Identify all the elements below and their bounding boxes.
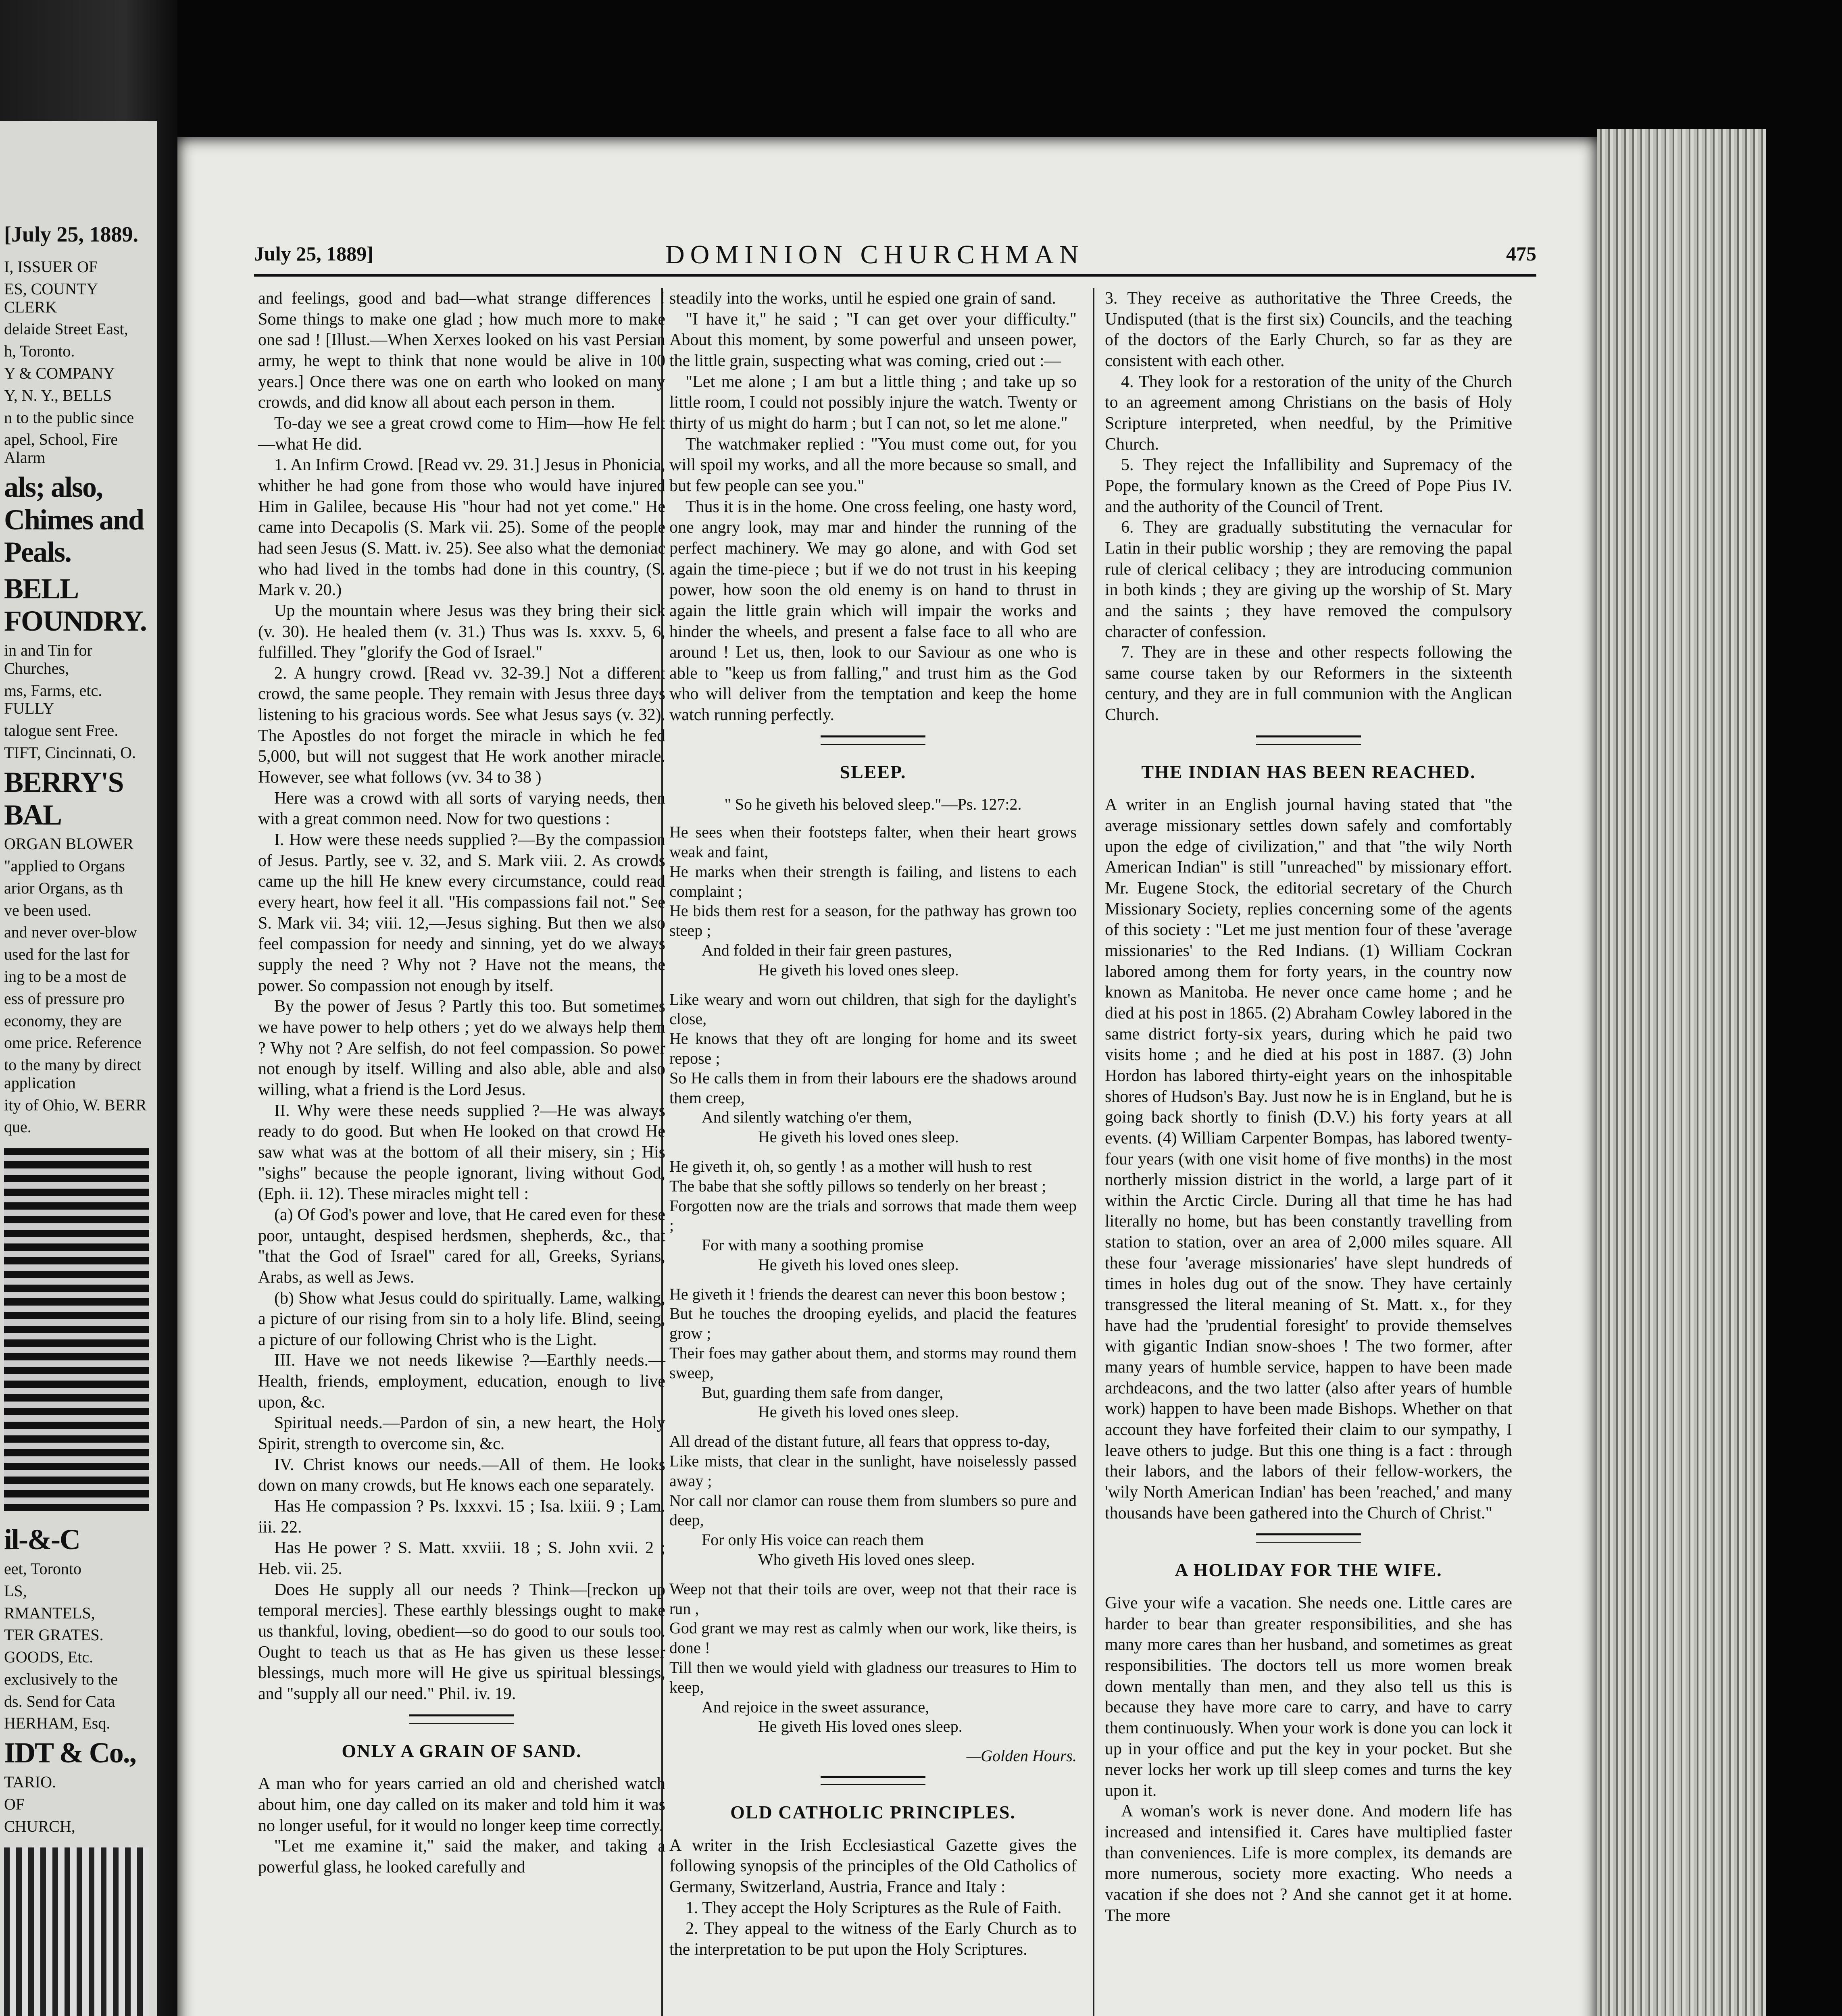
ad-line: h, Toronto. [4, 342, 75, 360]
ad-line: BELL FOUNDRY. [4, 572, 146, 637]
ad-line: ES, COUNTY CLERK [4, 279, 98, 316]
poem-line: For only His voice can reach them [702, 1531, 924, 1549]
section-ornament [821, 1776, 925, 1785]
section-ornament [1256, 1533, 1361, 1543]
paragraph: To-day we see a great crowd come to Him—how He felt—what He did. [258, 414, 665, 454]
column-rule [1093, 288, 1094, 2016]
poem-line: And silently watching o'er them, [702, 1108, 912, 1127]
paragraph: 2. They appeal to the witness of the Early Church as to the interpretation to be put upon the Holy Scriptures. [669, 1919, 1077, 1959]
poem-line: All dread of the distant future, all fears that oppress to-day, [669, 1432, 1050, 1451]
poem-line: Their foes may gather about them, and storms may round them sweep, [669, 1344, 1077, 1382]
ad-line: exclusively to the [4, 1670, 118, 1688]
ad-line: ess of pressure pro [4, 989, 125, 1008]
section-ornament [821, 735, 925, 745]
ad-line: in and Tin for Churches, [4, 641, 92, 677]
poem-stanza [669, 1157, 1077, 1275]
paragraph: A woman's work is never done. And modern life has increased and intensified it. Cares have multiplied faster than conveniences. Life is more complex, its demands are more numerous, society more exacting. Who needs a vacation if she does not ? And she cannot get it at home. The more [1105, 1802, 1512, 1925]
previous-page-ads [4, 258, 149, 2016]
poem-line: God grant we may rest as calmly when our work, like theirs, is done ! [669, 1619, 1077, 1657]
poem-line: Till then we would yield with gladness our treasures to Him to keep, [669, 1658, 1077, 1696]
paragraph: 1. An Infirm Crowd. [Read vv. 29. 31.] Jesus in Phonicia, whither he had gone from those who would have injured Him in Galilee, because His "hour had not yet come." He came into Decapolis (S. Mark vii. 25). Some of the people had seen Jesus (S. Matt. iv. 25). See also what the demoniac who had lived in the tombs had done in this country, (S. Mark v. 20.) [258, 456, 665, 600]
paragraph: The watchmaker replied : "You must come out, for you will spoil my works, and all the more because so small, and but few people can see you." [669, 435, 1077, 495]
previous-page-header: [July 25, 1889. [4, 222, 139, 246]
paragraph: and feelings, good and bad—what strange differences ! Some things to make one glad ; how much more to make one sad ! [Illust.—When Xerxes looked on his vast Persian army, he wept to think that none would be alive in 100 years.] Once there was one on earth who looked on many crowds, and did know all about each person in them. [258, 289, 665, 412]
poem-line: He giveth his loved ones sleep. [758, 1128, 959, 1146]
poem-line: He marks when their strength is failing, and listens to each complaint ; [669, 862, 1077, 900]
poem-line: He giveth his loved ones sleep. [758, 1403, 959, 1421]
paragraph: II. Why were these needs supplied ?—He was always ready to do good. But when He looked on that crowd He saw what was at the bottom of all their misery, sin ; His "sighs" because the people ignorant, living without God, (Eph. ii. 12). These miracles might tell : [258, 1101, 665, 1204]
ad-illustration [4, 1148, 149, 1511]
ad-line: il-&-C [4, 1523, 80, 1556]
column-1 [258, 288, 665, 1878]
article-body [258, 1774, 665, 1878]
paragraph: Thus it is in the home. One cross feeling, one hasty word, one angry look, may mar and hinder the running of the perfect machinery. We may go alone, and with God set again the time-piece ; but if we do not trust in his keeping power, how soon the old enemy is on hand to thrust in again the little grain which will impair the works and hinder the wheels, and present a false face to all who are around ! Let us, then, look to our Saviour as one who is able to "keep us from falling," and trust him as the God who will deliver from the temptation and keep the home watch running perfectly. [669, 497, 1077, 725]
poem-line: So He calls them in from their labours ere the shadows around them creep, [669, 1068, 1077, 1107]
ad-line: I, ISSUER OF [4, 258, 98, 276]
poem-line: He giveth it, oh, so gently ! as a mother will hush to rest [669, 1157, 1032, 1175]
page-number: 475 [1506, 242, 1536, 265]
page-header [254, 242, 1536, 270]
ad-line: TER GRATES. [4, 1626, 104, 1644]
paragraph: Up the mountain where Jesus was they bring their sick (v. 30). He healed them (v. 31.) Thus was Is. xxxv. 5, 6, fulfilled. They "glorify the God of Israel." [258, 601, 665, 662]
article-heading: A HOLIDAY FOR THE WIFE. [1175, 1560, 1442, 1581]
ad-line: als; also, Chimes and Peals. [4, 471, 144, 569]
ad-line: ds. Send for Cata [4, 1692, 115, 1710]
masthead-title: DOMINION CHURCHMAN [665, 240, 1084, 269]
poem-line: Forgotten now are the trials and sorrows that made them weep ; [669, 1196, 1077, 1235]
section-ornament [409, 1714, 514, 1724]
article-body [669, 288, 1077, 726]
poem-line: And folded in their fair green pastures, [702, 941, 952, 959]
article-heading: OLD CATHOLIC PRINCIPLES. [730, 1802, 1016, 1823]
paragraph: Does He supply all our needs ? Think—[reckon up temporal mercies]. These earthly blessings ought to make us thankful, loving, obedient—so do good to our souls too. Ought to teach us that as He has given us these lesser blessings, much more will He give us spiritual blessings, and "supply all our need." Phil. iv. 19. [258, 1580, 665, 1703]
column-2 [669, 288, 1077, 1960]
paragraph: 5. They reject the Infallibility and Supremacy of the Pope, the formulary known as the Creed of Pope Pius IV. and the authority of the Council of Trent. [1105, 456, 1512, 516]
ad-line: ome price. Reference [4, 1033, 142, 1052]
poem-line: Like mists, that clear in the sunlight, have noiselessly passed away ; [669, 1452, 1077, 1490]
paragraph: IV. Christ knows our needs.—All of them. He looks down on many crowds, but He knows each one separately. [258, 1455, 665, 1495]
paragraph: A writer in an English journal having stated that "the average missionary settles down safely and comfortably upon the edge of civilization," and that "the wily North American Indian" is still "unreached" by missionary effort. Mr. Eugene Stock, the editorial secretary of the Church Missionary Society, replies concerning some of the agents of this society : "Let me just mention four of these 'average missionaries' to the Red Indians. (1) William Cockran labored among them for forty years, in the country now known as Manitoba. He never once came home ; and he died at his post in 1865. (2) Abraham Cowley labored in the same district forty-six years, during which he paid two visits home ; and he died at his post in 1887. (3) John Hordon has labored thirty-eight years on the inhospitable shores of Hudson's Bay. Just now he is in England, but he is going back shortly to finish (D.V.) his forty years at all events. (4) William Carpenter Bompas, has labored twenty-four years (with one visit home of five months) in the most northerly mission district in the world, a large part of it within the Arctic Circle. During all that time he has had literally no home, but has been constantly travelling from station to station, over an area of 2,000 miles square. All these four 'average missionaries' have slept hundreds of times in holes dug out of the snow. They have certainly transgressed the literal meaning of St. Matt. x., for they have had the 'prudential foresight' to provide themselves with gigantic Indian snow-shoes ! The two former, after many years of humble service, happen to have been made archdeacons, and the two latter (also after years of humble work) happen to have been made Bishops. Whether on that account they have forfeited their claim to our sympathy, I leave others to judge. But this one thing is a fact : through their labors, and the labors of their fellow-workers, the 'wily North American Indian' has been 'reached,' and many thousands have been gathered into the Church of Christ." [1105, 796, 1512, 1522]
section-ornament [1256, 735, 1361, 745]
poem-line: He giveth it ! friends the dearest can never this boon bestow ; [669, 1285, 1065, 1303]
ad-line: ORGAN BLOWER [4, 835, 134, 853]
ad-line: ve been used. [4, 901, 92, 919]
poem-line: He giveth his loved ones sleep. [758, 1255, 959, 1274]
paragraph: A man who for years carried an old and cherished watch about him, one day called on its maker and told him it was no longer useful, for it would no longer keep time correctly. [258, 1774, 665, 1835]
ad-line: RMANTELS, [4, 1604, 95, 1622]
header-rule [254, 274, 1536, 277]
ad-line: talogue sent Free. [4, 721, 119, 740]
column-3 [1105, 288, 1512, 1926]
poem-epigraph: " So he giveth his beloved sleep."—Ps. 127:2. [724, 795, 1022, 814]
poem-line: Like weary and worn out children, that sigh for the daylight's close, [669, 990, 1077, 1028]
article-body [1105, 1593, 1512, 1926]
paragraph: Has He power ? S. Matt. xxviii. 18 ; S. John xvii. 2 ; Heb. vii. 25. [258, 1539, 665, 1579]
paragraph: "I have it," he said ; "I can get over your difficulty." About this moment, by some powerful and unseen power, the little grain, suspecting what was coming, cried out :— [669, 310, 1077, 370]
poem-line: Who giveth His loved ones sleep. [758, 1550, 975, 1569]
paragraph: Spiritual needs.—Pardon of sin, a new heart, the Holy Spirit, strength to overcome sin, &c. [258, 1414, 665, 1454]
paragraph: (a) Of God's power and love, that He cared even for these poor, untaught, despised herdsmen, shepherds, &c., that "that the God of Israel" cared for all, Greeks, Syrians, Arabs, as well as Jews. [258, 1205, 665, 1287]
ad-line: BERRY'S BAL [4, 766, 123, 831]
article-heading: THE INDIAN HAS BEEN REACHED. [1141, 761, 1476, 782]
ad-line: IDT & Co., [4, 1737, 136, 1769]
poem-line: The babe that she softly pillows so tenderly on her breast ; [669, 1177, 1046, 1195]
poem-line: Nor call nor clamor can rouse them from slumbers so pure and deep, [669, 1491, 1077, 1529]
ad-line: arior Organs, as th [4, 879, 123, 897]
ad-line: LS, [4, 1581, 27, 1600]
article-body [1105, 795, 1512, 1524]
paragraph: "Let me alone ; I am but a little thing ; and take up so little room, I could not possibly injure the watch. Twenty or thirty of us might do harm ; but I can not, so let me alone." [669, 372, 1077, 433]
issue-date: July 25, 1889] [254, 242, 373, 265]
poem-line: He bids them rest for a season, for the pathway has grown too steep ; [669, 902, 1077, 940]
poem-stanza [669, 1579, 1077, 1737]
ad-line: and never over-blow [4, 923, 138, 941]
paragraph: 4. They look for a restoration of the unity of the Church to an agreement among Christians on the basis of Holy Scripture interpreted, when needful, by the Primitive Church. [1105, 372, 1512, 454]
poem-line: He knows that they oft are longing for home and its sweet repose ; [669, 1029, 1077, 1067]
book-page-edges [1597, 129, 1766, 2016]
paragraph: 6. They are gradually substituting the vernacular for Latin in their public worship ; they are removing the papal rule of clerical celibacy ; they are introducing communion in both kinds ; they are giving up the worship of St. Mary and the saints ; they have removed the compulsory character of confession. [1105, 518, 1512, 641]
poem-line: He giveth His loved ones sleep. [758, 1717, 963, 1736]
ad-line: ing to be a most de [4, 967, 127, 985]
ad-line: to the many by direct application [4, 1056, 141, 1092]
ad-line: TARIO. [4, 1772, 56, 1791]
paragraph: By the power of Jesus ? Partly this too. But sometimes we have power to help others ; yet do we always help them ? Why not ? Are selfish, do not feel compassion. So power not enough by itself. Willing and also able, able and also willing, what a friend is the Lord Jesus. [258, 997, 665, 1099]
poem-line: But, guarding them safe from danger, [702, 1383, 944, 1402]
paragraph: Give your wife a vacation. She needs one. Little cares are harder to bear than greater responsibilities, and she has many more cares than her husband, and sometimes as great responsibilities. The doctors tell us more women break down mentally than men, and they also tell us this is because they have more care to carry, and have to carry them continuously. When your work is done you can lock it up in your office and put the key in your pocket. But she never locks her work up till sleep comes and turns the key upon it. [1105, 1593, 1512, 1800]
lesson-text [258, 288, 665, 1705]
ad-line: economy, they are [4, 1011, 122, 1030]
paragraph: III. Have we not needs likewise ?—Earthly needs.—Health, friends, employment, education, enough to live upon, &c. [258, 1351, 665, 1412]
ad-line: Y & COMPANY [4, 364, 115, 382]
paragraph: (b) Show what Jesus could do spiritually. Lame, walking, a picture of our rising from sin to a holy life. Blind, seeing, a picture of our following Christ who is the Light. [258, 1289, 665, 1349]
ad-line: GOODS, Etc. [4, 1648, 94, 1666]
poem-stanza [669, 990, 1077, 1147]
poem-stanza [669, 823, 1077, 980]
paragraph: 2. A hungry crowd. [Read vv. 32-39.] Not a different crowd, the same people. They remain with Jesus three days listening to his gracious words. See what Jesus says (v. 32). The Apostles do not forget the miracle in which he fed 5,000, but will not suggest that He work another miracle. However, see what follows (vv. 34 to 38 ) [258, 664, 665, 787]
ad-line: OF [4, 1795, 25, 1813]
ad-illustration [4, 1847, 149, 2016]
ad-line: "applied to Organs [4, 856, 125, 875]
poem-line: He giveth his loved ones sleep. [758, 960, 959, 979]
article-body [1105, 288, 1512, 726]
poem-line: Weep not that their toils are over, weep not that their race is run , [669, 1579, 1077, 1618]
paragraph: 7. They are in these and other respects following the same course taken by our Reformers in the sixteenth century, and they are in full communion with the Anglican Church. [1105, 643, 1512, 725]
article-heading: ONLY A GRAIN OF SAND. [342, 1740, 582, 1761]
paragraph: 1. They accept the Holy Scriptures as the Rule of Faith. [686, 1898, 1062, 1917]
paragraph: "Let me examine it," said the maker, and taking a powerful glass, he looked carefully and [258, 1837, 665, 1876]
poem-line: He sees when their footsteps falter, when their heart grows weak and faint, [669, 823, 1077, 861]
paragraph: Has He compassion ? Ps. lxxxvi. 15 ; Isa. lxiii. 9 ; Lam. iii. 22. [258, 1497, 665, 1537]
poem-line: But he touches the drooping eyelids, and placid the features grow ; [669, 1304, 1077, 1343]
ad-line: apel, School, Fire Alarm [4, 430, 118, 467]
paragraph: Here was a crowd with all sorts of varying needs, then with a great common need. Now for two questions : [258, 789, 665, 829]
poem-line: And rejoice in the sweet assurance, [702, 1697, 929, 1716]
paragraph: steadily into the works, until he espied one grain of sand. [669, 289, 1056, 308]
poem [669, 795, 1077, 1766]
paragraph: 3. They receive as authoritative the Three Creeds, the Undisputed (that is the first six) Councils, and the teaching of the doctors of the Early Church, so far as they are consistent with each other. [1105, 289, 1512, 370]
paragraph: A writer in the Irish Ecclesiastical Gazette gives the following synopsis of the principles of the Old Catholics of Germany, Switzerland, Austria, France and Italy : [669, 1836, 1077, 1896]
ad-line: que. [4, 1118, 31, 1136]
previous-page-fragment [0, 121, 157, 2016]
poem-line: For with many a soothing promise [702, 1236, 923, 1254]
poem-stanza [669, 1432, 1077, 1570]
paragraph: I. How were these needs supplied ?—By the compassion of Jesus. Partly, see v. 32, and S. Mark viii. 2. As crowds came up the hill He knew every circumstance, could read every heart, how feel it all. "His compassions fail not." See S. Mark vii. 34; viii. 12,—Jesus sighing. But then we also feel compassion for needy and sinning, yet do we always supply the need ? Why not ? Have not the means, the power. So compassion not enough by itself. [258, 831, 665, 995]
poem-attribution: —Golden Hours. [966, 1747, 1077, 1765]
ad-line: TIFT, Cincinnati, O. [4, 744, 136, 762]
ad-line: used for the last for [4, 945, 130, 964]
ad-line: ity of Ohio, W. BERR [4, 1095, 147, 1114]
ad-line: HERHAM, Esq. [4, 1714, 110, 1733]
ad-line: n to the public since [4, 408, 134, 427]
ad-line: eet, Toronto [4, 1559, 81, 1578]
ad-line: CHURCH, [4, 1817, 75, 1835]
poem-title: SLEEP. [840, 761, 906, 782]
ad-line: ms, Farms, etc. FULLY [4, 681, 102, 718]
ad-line: delaide Street East, [4, 320, 128, 338]
article-body [669, 1835, 1077, 1960]
ad-line: Y, N. Y., BELLS [4, 386, 112, 404]
poem-stanza [669, 1285, 1077, 1422]
